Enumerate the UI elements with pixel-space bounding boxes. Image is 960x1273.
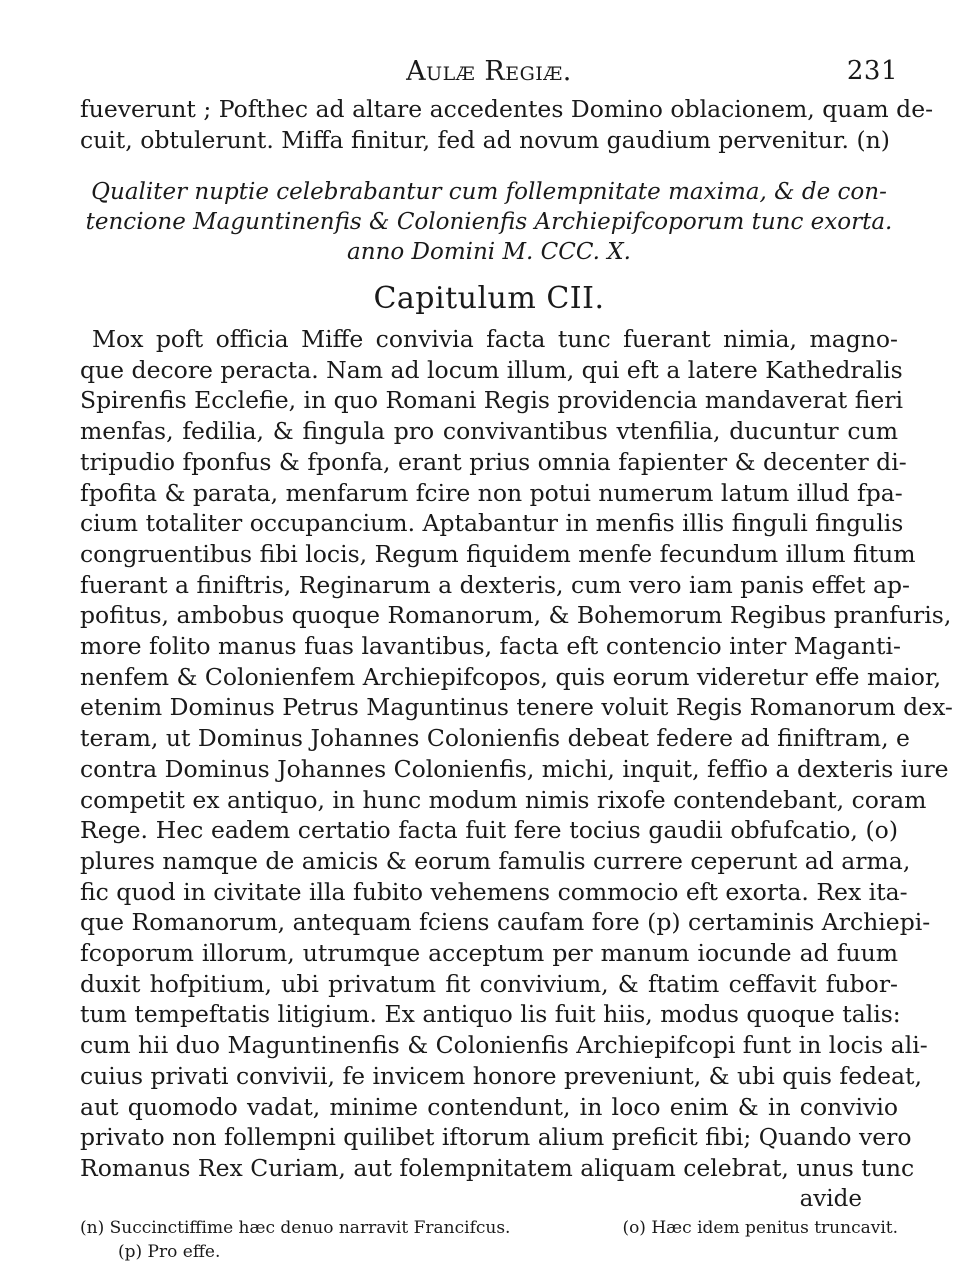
paragraph-line: competit ex antiquo, in hunc modum nimis rixofe contendebant, coram [80,785,927,814]
running-title: Aulæ Regiæ. [406,56,572,87]
paragraph-line: menfas, fedilia, & fingula pro convivantibus vtenfilia, ducuntur cum [80,417,898,446]
summary-line: tencione Maguntinenfis & Colonienfis Archiepifcoporum tunc exorta. [85,209,893,235]
page-number: 231 [846,56,898,86]
intro-line: fueverunt ; Pofthec ad altare accedentes Domino oblacionem, quam de- [80,95,934,123]
chapter-paragraph [80,324,953,1184]
footnote-n: (n) Succinctiffime hæc denuo narravit Francifcus. [80,1217,511,1238]
chapter-title: Capitulum CII. [373,281,605,316]
paragraph-line: cium totaliter occupancium. Aptabantur in menfis illis finguli fingulis [80,509,904,538]
paragraph-line: tripudio fponfus & fponfa, erant prius omnia fapienter & decenter di- [80,447,907,476]
footnote-row [80,1216,898,1240]
paragraph-line: Mox poft officia Miffe convivia facta tunc fuerant nimia, magno- [92,325,898,353]
paragraph-line: tum tempeftatis litigium. Ex antiquo lis fuit hiis, modus quoque talis: [80,1000,901,1029]
paragraph-line: nenfem & Colonienfem Archiepifcopos, quis eorum videretur effe maior, [80,662,942,691]
intro-line: cuit, obtulerunt. Miffa finitur, fed ad novum gaudium pervenitur. (n) [80,125,890,154]
paragraph-line: plures namque de amicis & eorum famulis currere ceperunt ad arma, [80,846,911,875]
paragraph-line: fuerant a finiftris, Reginarum a dexteris, cum vero iam panis effet ap- [80,570,910,599]
catchword: avide [799,1185,862,1212]
paragraph-line: privato non follempni quilibet iftorum alium preficit fibi; Quando vero [80,1123,912,1152]
summary-line: anno Domini M. CCC. X. [347,239,631,265]
paragraph-line: fcoporum illorum, utrumque acceptum per manum iocunde ad fuum [80,939,898,968]
paragraph-line: Rege. Hec eadem certatio facta fuit fere tocius gaudii obfufcatio, (o) [80,816,898,845]
footnotes [80,1216,898,1264]
running-head [80,52,898,94]
paragraph-line: contra Dominus Johannes Colonienfis, michi, inquit, feffio a dexteris iure [80,754,949,783]
paragraph-line: Spirenfis Ecclefie, in quo Romani Regis providencia mandaverat fieri [80,386,904,415]
intro-text [80,94,934,155]
paragraph-line: teram, ut Dominus Johannes Colonienfis debeat federe ad finiftram, e [80,724,910,753]
paragraph-line: que Romanorum, antequam fciens caufam fore (p) certaminis Archiepi- [80,908,931,937]
paragraph-line: fic quod in civitate illa fubito vehemens commocio eft exorta. Rex ita- [80,877,908,906]
summary-line: Qualiter nuptie celebrabantur cum follempnitate maxima, & de con- [91,179,887,205]
paragraph-line: pofitus, ambobus quoque Romanorum, & Bohemorum Regibus pranfuris, [80,601,952,630]
paragraph-line: Romanus Rex Curiam, aut folempnitatem aliquam celebrat, unus tunc [80,1153,915,1182]
paragraph-line: cum hii duo Maguntinenfis & Colonienfis Archiepifcopi funt in locis ali- [80,1031,928,1060]
paragraph-line: duxit hofpitium, ubi privatum fit convivium, & ftatim ceffavit fubor- [80,969,898,998]
paragraph-line: fpofita & parata, menfarum fcire non potui numerum latum illud fpa- [80,478,903,507]
footnote-o: (o) Hæc idem penitus truncavit. [622,1217,898,1238]
footnote-p: (p) Pro effe. [118,1241,221,1262]
paragraph-line: aut quomodo vadat, minime contendunt, in loco enim & in convivio [80,1092,898,1121]
paragraph-line: cuius privati convivii, fe invicem honore preveniunt, & ubi quis fedeat, [80,1061,922,1090]
paragraph-line: congruentibus fibi locis, Regum fiquidem menfe fecundum illum fitum [80,539,916,568]
paragraph-line: que decore peracta. Nam ad locum illum, qui eft a latere Kathedralis [80,355,903,384]
chapter-summary [80,177,898,267]
paragraph-line: more folito manus fuas lavantibus, facta eft contencio inter Maganti- [80,632,901,661]
paragraph-line: etenim Dominus Petrus Maguntinus tenere voluit Regis Romanorum dex- [80,693,953,722]
